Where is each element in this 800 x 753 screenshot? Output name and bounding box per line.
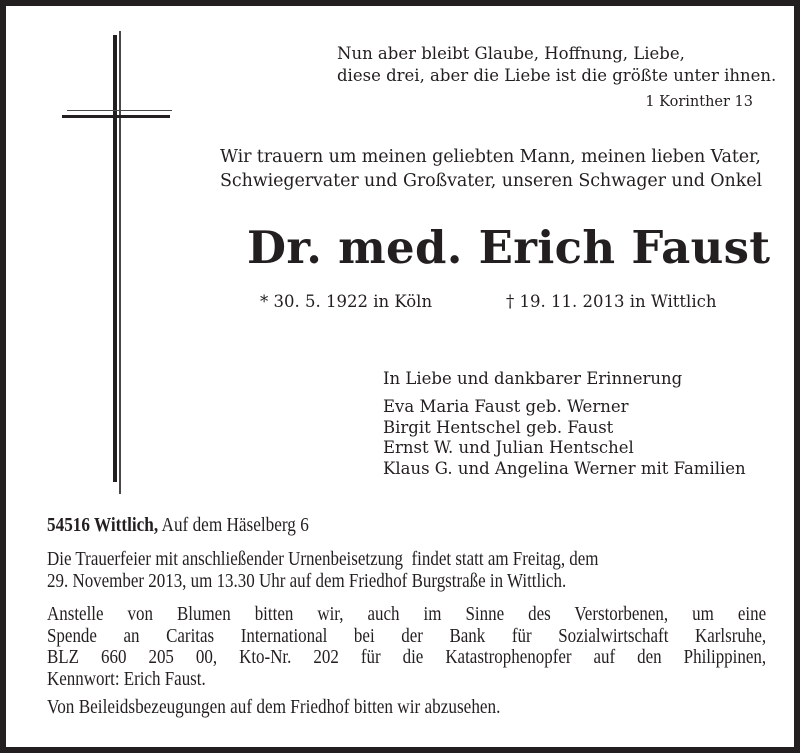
mourner: Eva Maria Faust geb. Werner — [383, 397, 629, 416]
memory-line: In Liebe und dankbarer Erinnerung — [383, 369, 683, 388]
donation-line: Kennwort: Erich Faust. — [47, 667, 206, 690]
bible-quote — [337, 43, 776, 87]
cross-vertical-thin — [119, 31, 121, 494]
donation-line: BLZ 660 205 00, Kto-Nr. 202 für die Katastrophenopfer auf den Philippinen, — [47, 646, 767, 668]
donation-line: Anstelle von Blumen bitten wir, auch im Sinne des Verstorbenen, um eine — [47, 603, 767, 625]
mourner: Ernst W. und Julian Hentschel — [383, 438, 634, 458]
quote-line: diese drei, aber die Liebe ist die größte unter ihnen. — [337, 66, 777, 85]
cross-horizontal-thin — [67, 110, 172, 111]
ceremony-info — [47, 549, 768, 592]
address-street: Auf dem Häselberg 6 — [158, 514, 309, 536]
ceremony-line: 29. November 2013, um 13.30 Uhr auf dem Friedhof Burgstraße in Wittlich. — [47, 569, 567, 592]
family-address — [47, 515, 309, 537]
donation-request — [47, 604, 766, 690]
birth-date: * 30. 5. 1922 in Köln — [260, 292, 433, 311]
cross-horizontal-thick — [62, 115, 170, 118]
mourner: Klaus G. und Angelina Werner mit Familien — [383, 458, 746, 478]
cross-vertical-thick — [113, 35, 117, 482]
mourners-list — [383, 397, 746, 479]
mourning-statement — [220, 145, 762, 193]
quote-line: Nun aber bleibt Glaube, Hoffnung, Liebe, — [337, 44, 685, 63]
deceased-name: Dr. med. Erich Faust — [247, 221, 771, 274]
condolence-note: Von Beileidsbezeugungen auf dem Friedhof bitten wir abzusehen. — [47, 696, 501, 718]
ceremony-line: Die Trauerfeier mit anschließender Urnenbeisetzung findet statt am Freitag, dem — [47, 548, 599, 570]
quote-reference: 1 Korinther 13 — [645, 94, 753, 110]
death-date: † 19. 11. 2013 in Wittlich — [506, 292, 717, 311]
address-city: 54516 Wittlich, — [47, 514, 159, 536]
mourning-line: Wir trauern um meinen geliebten Mann, meinen lieben Vater, — [220, 147, 761, 167]
donation-line: Spende an Caritas International bei der Bank für Sozialwirtschaft Karlsruhe, — [47, 624, 767, 647]
mourning-line: Schwiegervater und Großvater, unseren Schwager und Onkel — [220, 171, 762, 191]
mourner: Birgit Hentschel geb. Faust — [383, 417, 614, 437]
